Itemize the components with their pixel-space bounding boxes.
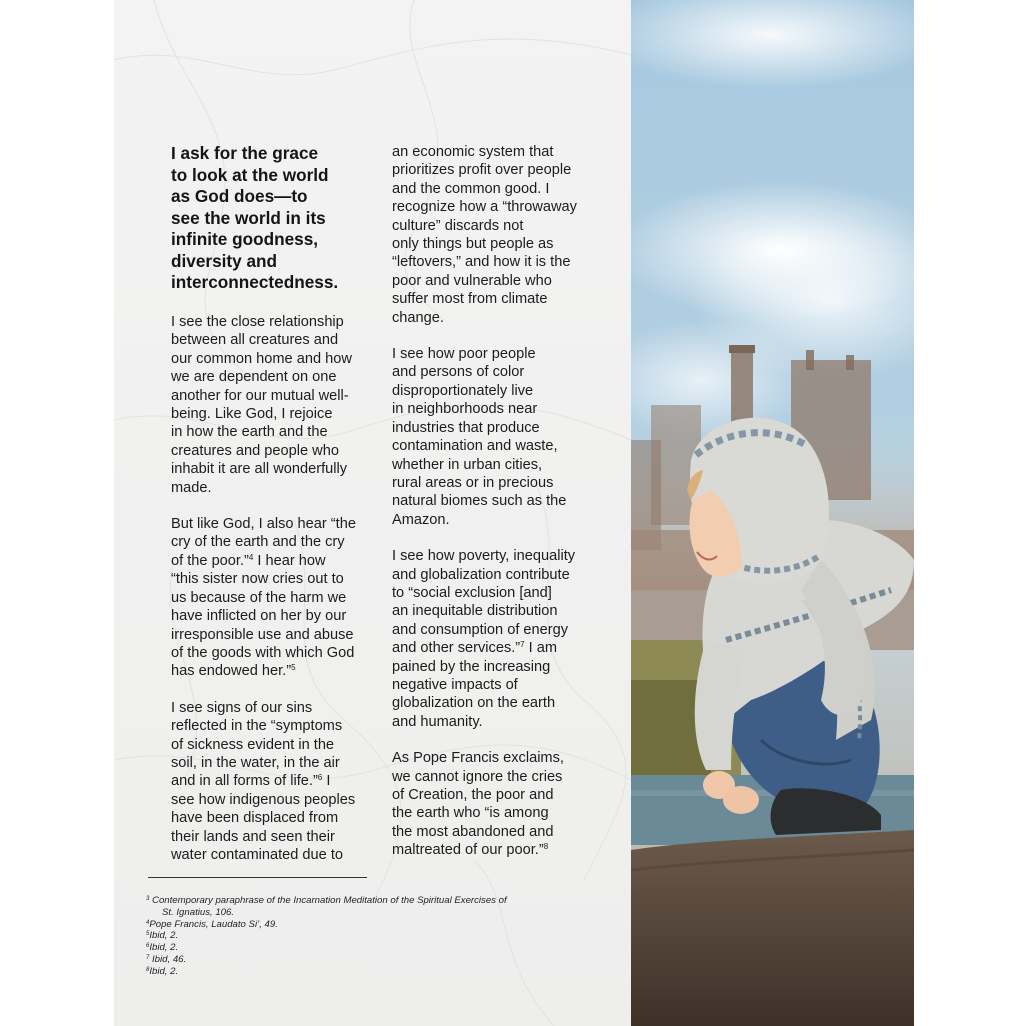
text-segment: I see how indigenous peoples have been displaced from their lands and seen their water contaminated due to [171,773,356,863]
footnote-text: Contemporary paraphrase of the Incarnation Meditation of the Spiritual Exercises of [152,895,507,906]
paragraph-economic-system: an economic system that prioritizes profit over people and the common good. I recognize how a “throwaway culture” discards not only things but people as “leftovers,” and how it is the poor and vulnerable who suffer most from climate change. [392,144,577,326]
footnote-3 [146,895,606,907]
paragraph-persons-of-color: I see how poor people and persons of color disproportionately live in neighborhoods near industries that produce contamination and waste, whether in urban cities, rural areas or in precious natural biomes such as the Amazon. [392,346,567,528]
paragraph-pope-francis [392,749,606,859]
paragraph-relationship: I see the close relationship between all creatures and our common home and how we are dependent on one another for our mutual well- being. Like God, I rejoice in how the earth and the creatures and people who inhabit it are all wonderfully made. [171,314,352,496]
paragraph-signs-of-sins [171,699,383,865]
text-column-right [392,143,606,878]
text-panel [114,0,631,1026]
footnote-4 [146,919,606,931]
footnote-ref-5: 5 [291,663,296,673]
text-segment: I see how poverty, inequality and globalization contribute to “social exclusion [and] an inequitable distribution and consumption of energy and other services.” [392,548,576,657]
footnote-7 [146,954,606,966]
footnote-ref-6: 6 [317,773,323,783]
footnote-number: 4 [146,919,150,926]
footnote-3-continued [146,907,606,919]
footnote-text: Ibid, 2. [149,942,179,954]
footnote-6 [146,942,606,954]
text-segment: I am pained by the increasing negative impacts of globalization on the earth and humanity. [392,640,558,730]
text-segment: I see signs of our sins reflected in the “symptoms of sickness evident in the soil, in the water, in the air and in all forms of life.” [171,699,343,790]
footnote-text: Ibid, 2. [149,965,179,977]
photo-child-by-factory [631,0,914,1026]
footnote-ref-8: 8 [543,842,549,852]
footnote-ref-4: 4 [248,552,254,562]
footnote-8 [146,966,606,978]
text-segment: As Pope Francis exclaims, we cannot ignore the cries of Creation, the poor and the earth who “is among the most abandoned and maltreated of our poor.” [392,750,564,859]
footnote-number: 6 [146,943,150,950]
footnote-text: St. Ignatius, 106. [162,906,234,918]
footnote-text: Pope Francis, Laudato Si’, 49. [149,918,278,930]
paragraph-cry-of-earth [171,515,383,681]
text-segment: I hear how “this sister now cries out to us because of the harm we have inflicted on her by our irresponsible use and abuse of the goods with which God has endowed her.” [171,552,355,680]
footnote-number: 5 [146,931,150,938]
footnote-5 [146,930,606,942]
footnote-number: 8 [146,966,150,973]
text-column-left [171,313,383,882]
footnote-divider [148,877,367,878]
footnotes [146,895,606,978]
paragraph-poverty-inequality [392,547,606,731]
heading-prayer: I ask for the grace to look at the world as God does—to see the world in its infinite goodness, diversity and interconnectedness. [171,143,339,292]
footnote-number: 3 [146,896,150,902]
footnote-text: Ibid, 2. [149,930,179,942]
page [114,0,914,1026]
footnote-text: Ibid, 46. [152,953,187,965]
footnote-ref-7: 7 [520,640,525,650]
text-segment: But like God, I also hear “the cry of the earth and the cry of the poor.” [171,516,356,569]
footnote-number: 7 [146,954,150,961]
